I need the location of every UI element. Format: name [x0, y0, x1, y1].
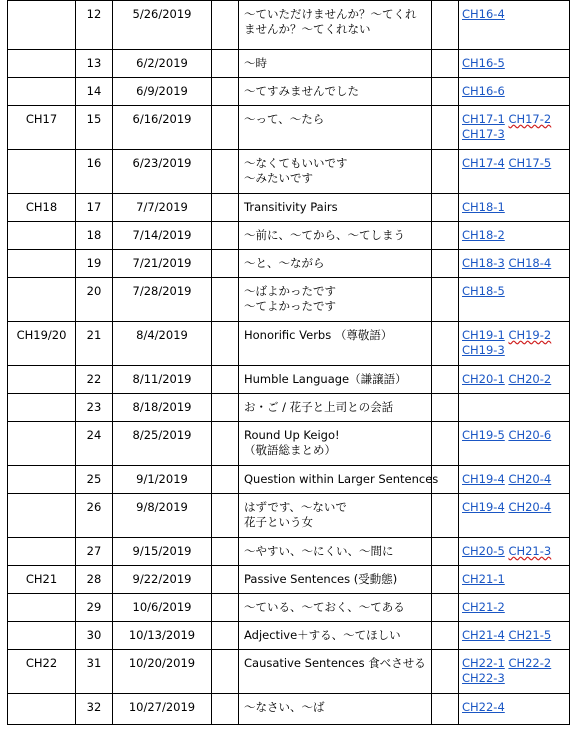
chapter-cell	[8, 394, 76, 422]
topic-cell	[239, 650, 432, 694]
topic-cell	[239, 694, 432, 725]
chapter-link[interactable]: CH21-4	[462, 628, 505, 642]
date-cell: 10/27/2019	[113, 694, 212, 725]
topic-cell	[239, 566, 432, 594]
lesson-number-cell: 22	[76, 366, 113, 394]
link-line	[462, 700, 567, 715]
chapter-link[interactable]: CH19-4	[462, 500, 505, 514]
links-cell	[459, 50, 570, 78]
blank-cell	[432, 422, 459, 466]
table-row	[8, 250, 570, 278]
chapter-link[interactable]: CH19-1	[462, 328, 505, 342]
chapter-link[interactable]: CH20-1	[462, 372, 505, 386]
blank-cell	[432, 594, 459, 622]
lesson-number-cell: 13	[76, 50, 113, 78]
date-cell: 8/11/2019	[113, 366, 212, 394]
lesson-number-cell: 26	[76, 494, 113, 538]
topic-cell	[239, 538, 432, 566]
blank-cell	[432, 494, 459, 538]
links-cell	[459, 222, 570, 250]
topic-line: ませんか？〜てくれない	[244, 22, 371, 36]
blank-cell	[212, 222, 239, 250]
topic-line: お・ご / 花子と上司との会話	[244, 400, 394, 414]
blank-cell	[212, 466, 239, 494]
blank-cell	[212, 150, 239, 194]
topic-cell	[239, 366, 432, 394]
table-row	[8, 194, 570, 222]
topic-cell	[239, 494, 432, 538]
blank-cell	[212, 566, 239, 594]
links-cell	[459, 650, 570, 694]
chapter-link[interactable]: CH20-4	[508, 500, 552, 514]
chapter-cell	[8, 150, 76, 194]
chapter-link[interactable]: CH16-6	[462, 84, 505, 98]
table-row	[8, 366, 570, 394]
topic-cell	[239, 394, 432, 422]
blank-cell	[432, 622, 459, 650]
topic-line: 〜って、〜たら	[244, 112, 325, 126]
lesson-number-cell: 28	[76, 566, 113, 594]
date-cell: 9/1/2019	[113, 466, 212, 494]
link-line	[462, 544, 567, 559]
topic-line: 花子という女	[244, 515, 313, 529]
blank-cell	[432, 194, 459, 222]
blank-cell	[432, 650, 459, 694]
date-cell: 10/6/2019	[113, 594, 212, 622]
lesson-number-cell: 17	[76, 194, 113, 222]
links-cell	[459, 78, 570, 106]
blank-cell	[432, 150, 459, 194]
chapter-link[interactable]: CH16-4	[462, 7, 505, 21]
chapter-cell	[8, 594, 76, 622]
link-line	[462, 112, 567, 127]
blank-cell	[432, 566, 459, 594]
blank-cell	[212, 250, 239, 278]
link-line	[462, 284, 567, 299]
blank-cell	[212, 278, 239, 322]
chapter-cell: CH17	[8, 106, 76, 150]
chapter-link[interactable]: CH19-2	[508, 328, 552, 342]
chapter-cell	[8, 250, 76, 278]
date-cell: 8/25/2019	[113, 422, 212, 466]
chapter-cell	[8, 222, 76, 250]
chapter-cell	[8, 1, 76, 50]
table-row	[8, 694, 570, 725]
chapter-link[interactable]: CH22-3	[462, 671, 505, 685]
blank-cell	[432, 278, 459, 322]
link-line	[462, 200, 567, 215]
topic-cell	[239, 422, 432, 466]
table-row	[8, 394, 570, 422]
chapter-cell	[8, 78, 76, 106]
blank-cell	[212, 538, 239, 566]
chapter-link[interactable]: CH18-2	[462, 228, 505, 242]
date-cell: 8/4/2019	[113, 322, 212, 366]
table-row	[8, 594, 570, 622]
lesson-number-cell: 32	[76, 694, 113, 725]
link-line	[462, 500, 567, 515]
chapter-cell: CH18	[8, 194, 76, 222]
topic-line: 〜と、〜ながら	[244, 256, 325, 270]
chapter-cell	[8, 538, 76, 566]
lesson-number-cell: 31	[76, 650, 113, 694]
topic-line: 〜やすい、〜にくい、〜間に	[244, 544, 394, 558]
date-cell: 6/23/2019	[113, 150, 212, 194]
topic-line: 〜時	[244, 56, 267, 70]
links-cell	[459, 622, 570, 650]
topic-line: Round Up Keigo!	[244, 428, 340, 442]
link-line	[462, 7, 567, 22]
date-cell: 5/26/2019	[113, 1, 212, 50]
topic-line: （敬語総まとめ）	[244, 443, 336, 457]
lesson-number-cell: 12	[76, 1, 113, 50]
topic-line: 〜ている、〜ておく、〜てある	[244, 600, 405, 614]
table-row	[8, 466, 570, 494]
blank-cell	[432, 694, 459, 725]
schedule-table	[7, 0, 570, 725]
lesson-number-cell: 18	[76, 222, 113, 250]
chapter-link[interactable]: CH20-5	[462, 544, 505, 558]
table-row	[8, 322, 570, 366]
topic-cell	[239, 150, 432, 194]
chapter-link[interactable]: CH20-6	[508, 428, 552, 442]
links-cell	[459, 594, 570, 622]
blank-cell	[432, 78, 459, 106]
topic-cell	[239, 78, 432, 106]
lesson-number-cell: 20	[76, 278, 113, 322]
topic-cell	[239, 594, 432, 622]
link-line	[462, 600, 567, 615]
chapter-link[interactable]: CH22-1	[462, 656, 505, 670]
table-row	[8, 538, 570, 566]
blank-cell	[212, 422, 239, 466]
table-row	[8, 494, 570, 538]
topic-cell	[239, 1, 432, 50]
link-line	[462, 343, 567, 358]
topic-cell	[239, 106, 432, 150]
table-row	[8, 622, 570, 650]
link-line	[462, 572, 567, 587]
links-cell	[459, 194, 570, 222]
topic-cell	[239, 622, 432, 650]
topic-line: Adjective＋する、〜てほしい	[244, 628, 401, 642]
chapter-cell: CH19/20	[8, 322, 76, 366]
lesson-number-cell: 29	[76, 594, 113, 622]
date-cell: 9/15/2019	[113, 538, 212, 566]
chapter-link[interactable]: CH21-3	[508, 544, 552, 558]
blank-cell	[432, 394, 459, 422]
topic-line: Transitivity Pairs	[244, 200, 338, 214]
blank-cell	[432, 250, 459, 278]
blank-cell	[212, 50, 239, 78]
date-cell: 7/7/2019	[113, 194, 212, 222]
chapter-cell	[8, 50, 76, 78]
links-cell	[459, 106, 570, 150]
chapter-link[interactable]: CH20-4	[508, 472, 552, 486]
link-line	[462, 671, 567, 686]
blank-cell	[212, 650, 239, 694]
topic-line: Causative Sentences 食べさせる	[244, 656, 426, 670]
date-cell: 7/28/2019	[113, 278, 212, 322]
blank-cell	[432, 538, 459, 566]
chapter-link[interactable]: CH19-5	[462, 428, 505, 442]
table-row	[8, 78, 570, 106]
chapter-link[interactable]: CH17-2	[508, 112, 552, 126]
link-line	[462, 628, 567, 643]
topic-cell	[239, 50, 432, 78]
topic-line: Honorific Verbs （尊敬語）	[244, 328, 393, 342]
links-cell	[459, 422, 570, 466]
chapter-link[interactable]: CH18-1	[462, 200, 505, 214]
lesson-number-cell: 19	[76, 250, 113, 278]
table-row	[8, 106, 570, 150]
chapter-link[interactable]: CH17-4	[462, 156, 505, 170]
date-cell: 6/2/2019	[113, 50, 212, 78]
blank-cell	[212, 194, 239, 222]
chapter-cell: CH22	[8, 650, 76, 694]
link-line	[462, 228, 567, 243]
topic-line: 〜てよかったです	[244, 299, 336, 313]
links-cell	[459, 566, 570, 594]
topic-line: 〜なさい、〜ば	[244, 700, 325, 714]
date-cell: 9/22/2019	[113, 566, 212, 594]
links-cell	[459, 494, 570, 538]
topic-line: 〜なくてもいいです	[244, 156, 348, 170]
topic-line: 〜ていただけませんか？〜てくれ	[244, 7, 417, 21]
blank-cell	[432, 1, 459, 50]
blank-cell	[432, 106, 459, 150]
chapter-link[interactable]: CH16-5	[462, 56, 505, 70]
chapter-cell: CH21	[8, 566, 76, 594]
topic-line: Question within Larger Sentences	[244, 472, 439, 486]
links-cell	[459, 150, 570, 194]
topic-cell	[239, 222, 432, 250]
blank-cell	[212, 694, 239, 725]
blank-cell	[212, 106, 239, 150]
link-line	[462, 428, 567, 443]
link-line	[462, 256, 567, 271]
table-row	[8, 650, 570, 694]
lesson-number-cell: 15	[76, 106, 113, 150]
lesson-number-cell: 24	[76, 422, 113, 466]
links-cell	[459, 278, 570, 322]
date-cell: 10/13/2019	[113, 622, 212, 650]
topic-line: 〜てすみませんでした	[244, 84, 359, 98]
blank-cell	[432, 222, 459, 250]
blank-cell	[212, 594, 239, 622]
links-cell	[459, 250, 570, 278]
links-cell	[459, 366, 570, 394]
topic-cell	[239, 322, 432, 366]
date-cell: 6/9/2019	[113, 78, 212, 106]
blank-cell	[432, 322, 459, 366]
topic-line: 〜ばよかったです	[244, 284, 336, 298]
chapter-link[interactable]: CH22-4	[462, 700, 505, 714]
chapter-link[interactable]: CH21-1	[462, 572, 505, 586]
link-line	[462, 156, 567, 171]
lesson-number-cell: 16	[76, 150, 113, 194]
lesson-number-cell: 23	[76, 394, 113, 422]
link-line	[462, 127, 567, 142]
chapter-link[interactable]: CH22-2	[508, 656, 552, 670]
table-row	[8, 150, 570, 194]
links-cell	[459, 538, 570, 566]
table-row	[8, 566, 570, 594]
links-cell	[459, 466, 570, 494]
schedule-body	[8, 1, 570, 725]
chapter-link[interactable]: CH17-5	[508, 156, 552, 170]
table-row	[8, 422, 570, 466]
topic-line: はずです、〜ないで	[244, 500, 347, 514]
chapter-cell	[8, 694, 76, 725]
chapter-cell	[8, 494, 76, 538]
topic-line: 〜みたいです	[244, 171, 313, 185]
table-row	[8, 1, 570, 50]
chapter-link[interactable]: CH20-2	[508, 372, 552, 386]
topic-cell	[239, 278, 432, 322]
date-cell: 7/14/2019	[113, 222, 212, 250]
lesson-number-cell: 27	[76, 538, 113, 566]
chapter-cell	[8, 466, 76, 494]
links-cell	[459, 394, 570, 422]
chapter-link[interactable]: CH18-5	[462, 284, 505, 298]
table-row	[8, 222, 570, 250]
link-line	[462, 84, 567, 99]
lesson-number-cell: 21	[76, 322, 113, 366]
blank-cell	[212, 494, 239, 538]
links-cell	[459, 1, 570, 50]
chapter-link[interactable]: CH19-3	[462, 343, 505, 357]
blank-cell	[212, 394, 239, 422]
chapter-link[interactable]: CH17-3	[462, 127, 505, 141]
blank-cell	[212, 366, 239, 394]
chapter-cell	[8, 278, 76, 322]
chapter-link[interactable]: CH17-1	[462, 112, 505, 126]
topic-line: 〜前に、〜てから、〜てしまう	[244, 228, 405, 242]
links-cell	[459, 694, 570, 725]
table-row	[8, 50, 570, 78]
blank-cell	[212, 1, 239, 50]
blank-cell	[212, 622, 239, 650]
chapter-link[interactable]: CH18-4	[508, 256, 552, 270]
chapter-link[interactable]: CH21-5	[508, 628, 552, 642]
chapter-link[interactable]: CH19-4	[462, 472, 505, 486]
topic-cell	[239, 466, 439, 494]
link-line	[462, 372, 567, 387]
topic-cell	[239, 194, 432, 222]
link-line	[462, 328, 567, 343]
blank-cell	[432, 366, 459, 394]
link-line	[462, 56, 567, 71]
topic-cell	[239, 250, 432, 278]
date-cell: 8/18/2019	[113, 394, 212, 422]
topic-line: Humble Language（謙譲語）	[244, 372, 407, 386]
lesson-number-cell: 25	[76, 466, 113, 494]
date-cell: 6/16/2019	[113, 106, 212, 150]
link-line	[462, 472, 567, 487]
blank-cell	[212, 78, 239, 106]
date-cell: 7/21/2019	[113, 250, 212, 278]
lesson-number-cell: 30	[76, 622, 113, 650]
topic-line: Passive Sentences (受動態)	[244, 572, 398, 586]
chapter-link[interactable]: CH21-2	[462, 600, 505, 614]
blank-cell	[212, 322, 239, 366]
lesson-number-cell: 14	[76, 78, 113, 106]
link-line	[462, 656, 567, 671]
date-cell: 10/20/2019	[113, 650, 212, 694]
date-cell: 9/8/2019	[113, 494, 212, 538]
chapter-cell	[8, 366, 76, 394]
chapter-cell	[8, 622, 76, 650]
links-cell	[459, 322, 570, 366]
chapter-cell	[8, 422, 76, 466]
table-row	[8, 278, 570, 322]
chapter-link[interactable]: CH18-3	[462, 256, 505, 270]
blank-cell	[432, 50, 459, 78]
